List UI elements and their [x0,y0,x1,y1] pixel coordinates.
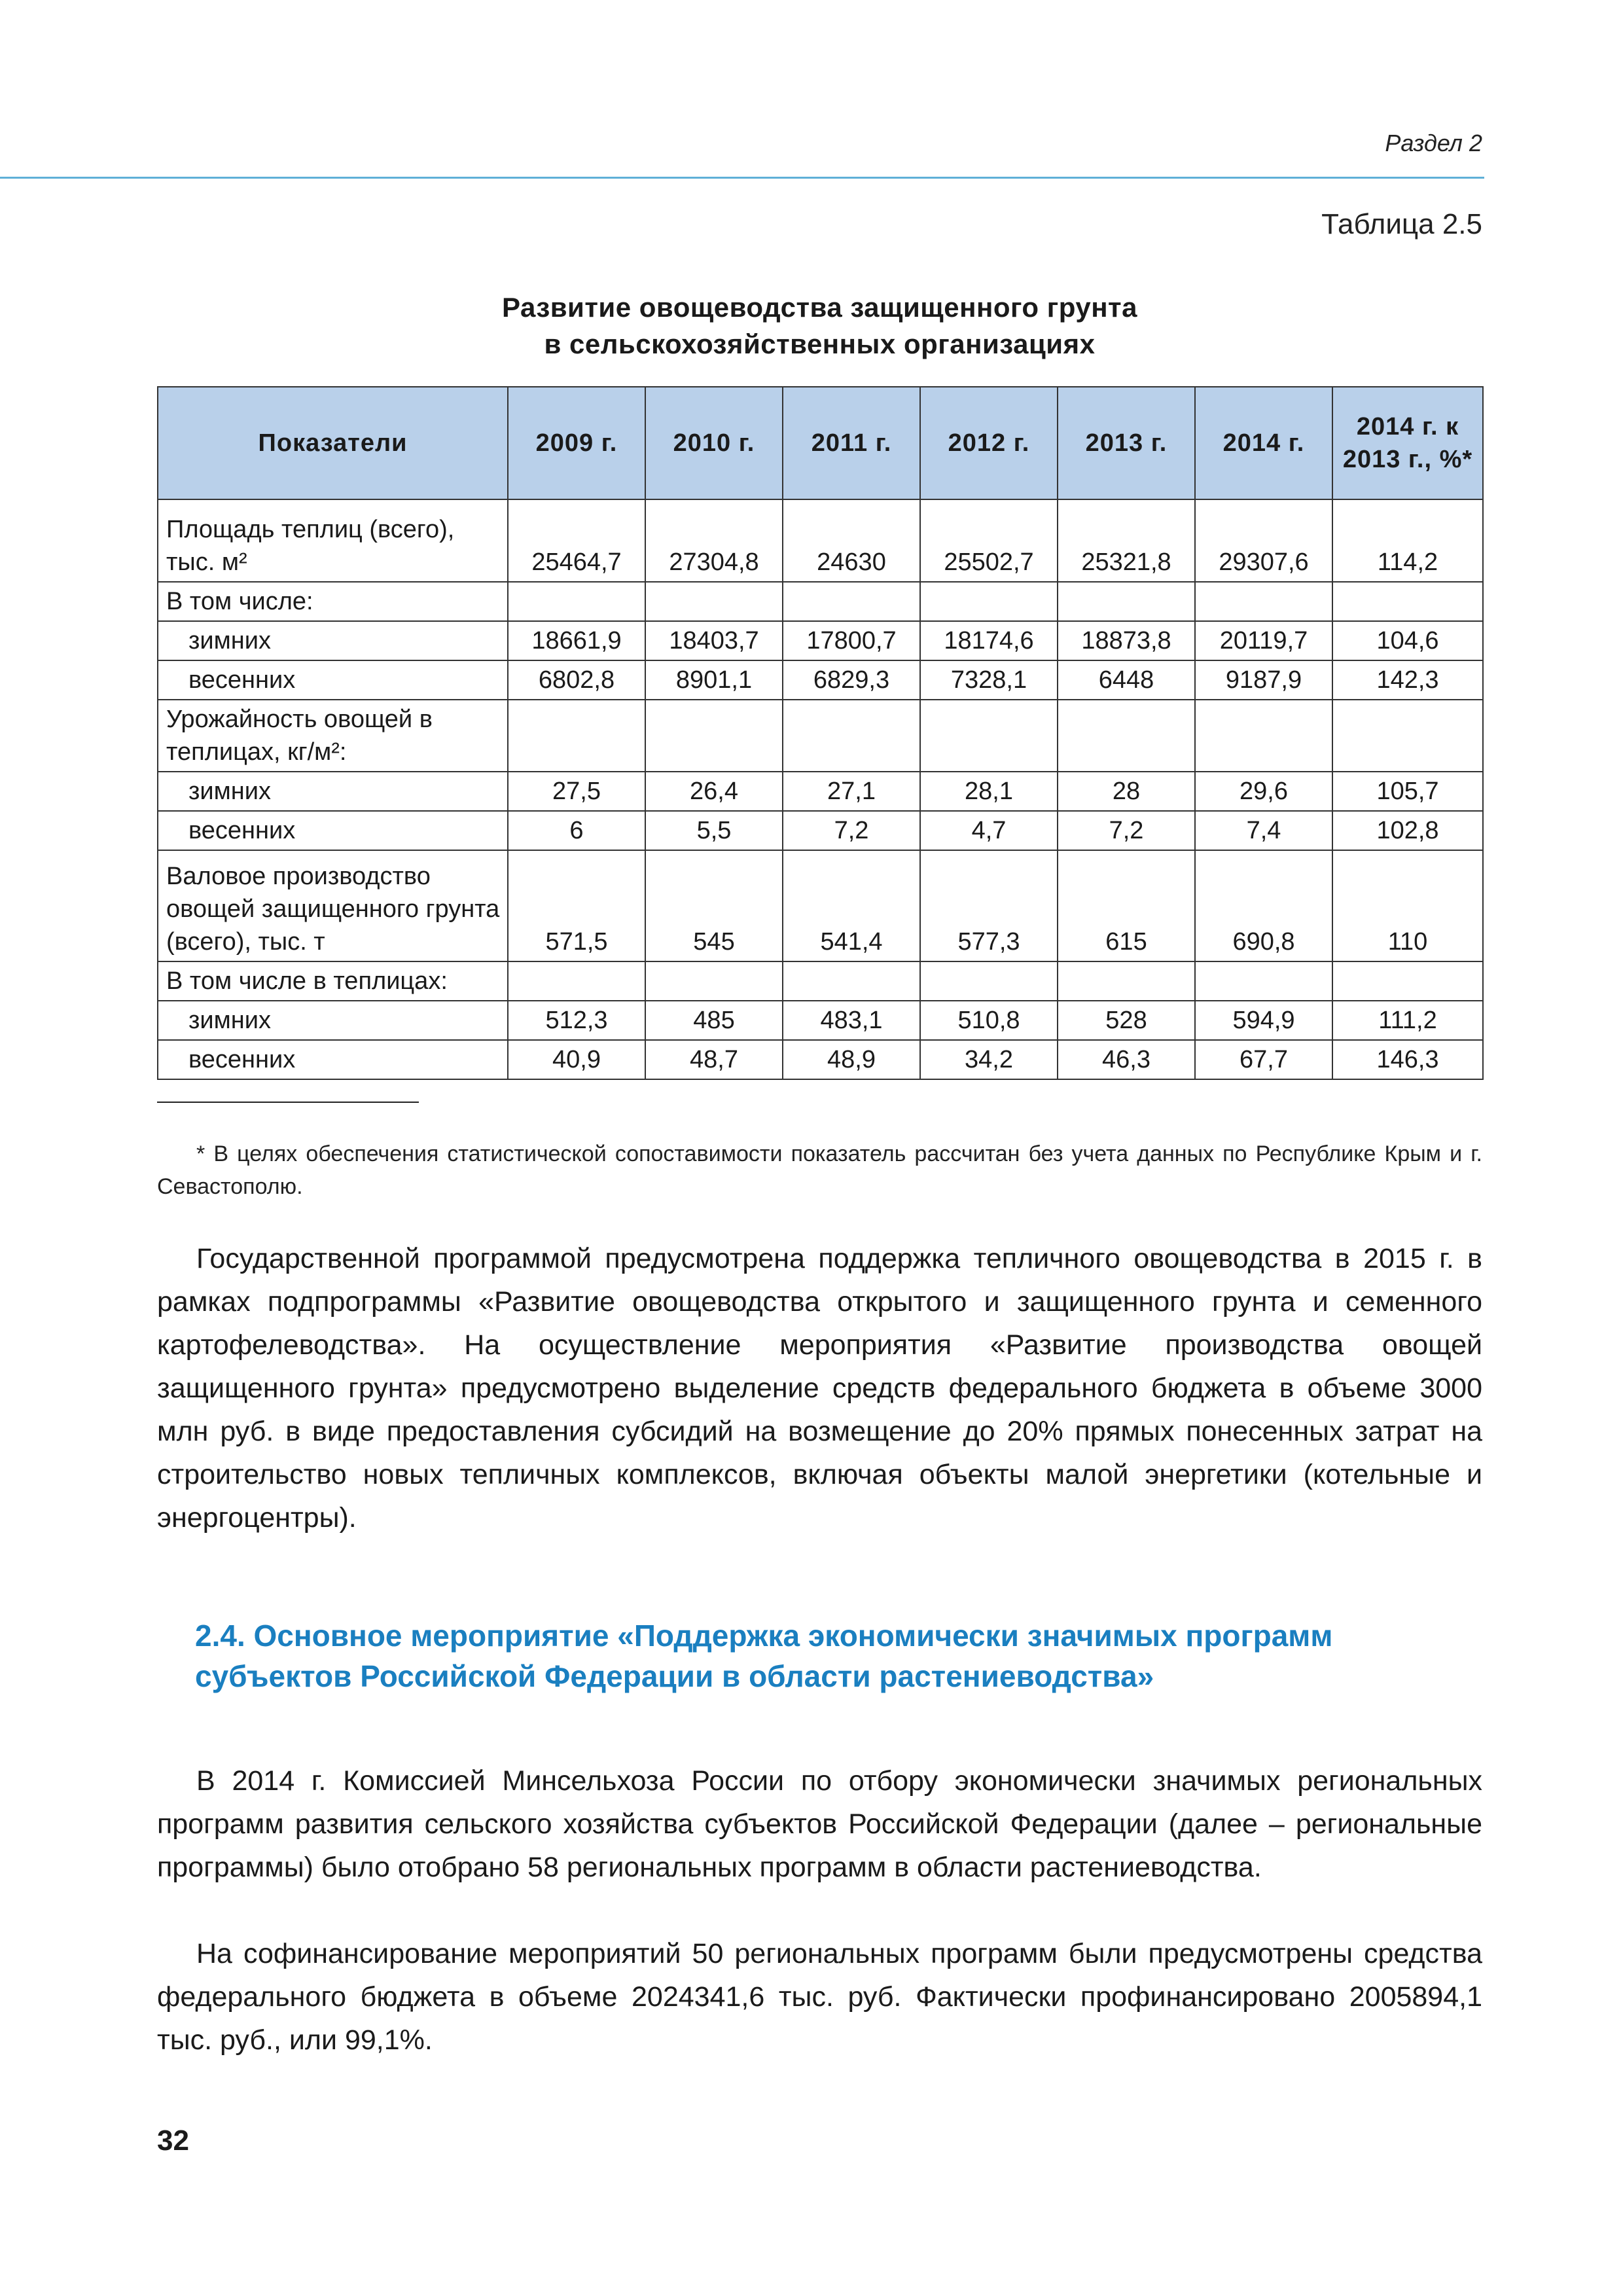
table-cell [1058,961,1195,1001]
table-cell [1058,582,1195,621]
table-cell: 25321,8 [1058,499,1195,582]
table-cell: 20119,7 [1195,621,1332,660]
table-cell: 512,3 [508,1001,645,1040]
column-header: 2012 г. [920,387,1058,499]
table-cell: 6802,8 [508,660,645,700]
table-cell [1195,700,1332,772]
page-number: 32 [157,2125,189,2157]
table-cell [1332,700,1483,772]
table-cell [783,582,920,621]
table-cell: 577,3 [920,850,1058,961]
table-title-line-1: Развитие овощеводства защищенного грунта [502,292,1137,323]
table-cell: 25502,7 [920,499,1058,582]
table-cell: 690,8 [1195,850,1332,961]
table-cell: 483,1 [783,1001,920,1040]
table-cell: 615 [1058,850,1195,961]
column-header: 2014 г. к 2013 г., %* [1332,387,1483,499]
table-cell: 48,7 [645,1040,783,1079]
table-cell [508,582,645,621]
table-title [157,289,1482,363]
column-header: 2014 г. [1195,387,1332,499]
row-label: зимних [158,1001,508,1040]
table-cell: 541,4 [783,850,920,961]
table-cell: 146,3 [1332,1040,1483,1079]
statistics-table [157,386,1484,1080]
table-header-row [158,387,1483,499]
table-cell [1195,582,1332,621]
table-cell: 7,4 [1195,811,1332,850]
table-row [158,850,1483,961]
table-row [158,811,1483,850]
table-cell: 102,8 [1332,811,1483,850]
table-cell [508,961,645,1001]
table-cell: 528 [1058,1001,1195,1040]
paragraph: Государственной программой предусмотрена поддержка тепличного овощеводства в 2015 г. в рамках подпрограммы «Развитие овощеводства открытого и защищенного грунта и семенного картофелеводства». На осуществление мероприятия «Развитие производства овощей защищенного грунта» предусмотрено выделение средств федерального бюджета в объеме 3000 млн руб. в виде предоставления субсидий на возмещение до 20% прямых понесенных затрат на строительство новых тепличных комплексов, включая объекты малой энергетики (котельные и энергоцентры). [157,1243,1482,1534]
table-cell [1332,961,1483,1001]
table-cell: 5,5 [645,811,783,850]
table-cell: 142,3 [1332,660,1483,700]
table-cell: 7,2 [1058,811,1195,850]
table-cell: 4,7 [920,811,1058,850]
table-cell [920,961,1058,1001]
table-cell: 594,9 [1195,1001,1332,1040]
table-cell: 34,2 [920,1040,1058,1079]
row-label: зимних [158,621,508,660]
section-label: Раздел 2 [1385,130,1482,156]
table-cell: 26,4 [645,772,783,811]
column-header: 2010 г. [645,387,783,499]
table-cell [920,700,1058,772]
row-label: В том числе в теплицах: [158,961,508,1001]
row-label: зимних [158,772,508,811]
table-cell: 6829,3 [783,660,920,700]
table-cell: 28,1 [920,772,1058,811]
table-cell: 24630 [783,499,920,582]
column-header: 2013 г. [1058,387,1195,499]
table-cell: 9187,9 [1195,660,1332,700]
table-cell: 29307,6 [1195,499,1332,582]
table-cell [645,582,783,621]
table-cell: 111,2 [1332,1001,1483,1040]
header-rule [0,177,1484,179]
row-label: весенних [158,1040,508,1079]
column-header: 2011 г. [783,387,920,499]
table-cell: 25464,7 [508,499,645,582]
table-cell: 571,5 [508,850,645,961]
table-cell: 105,7 [1332,772,1483,811]
column-header: 2009 г. [508,387,645,499]
table-title-line-2: в сельскохозяйственных организациях [544,329,1096,359]
table-cell: 104,6 [1332,621,1483,660]
table-cell: 28 [1058,772,1195,811]
row-label: В том числе: [158,582,508,621]
table-cell [645,700,783,772]
table-cell: 510,8 [920,1001,1058,1040]
table-cell: 6448 [1058,660,1195,700]
table-cell [1332,582,1483,621]
table-cell: 67,7 [1195,1040,1332,1079]
table-cell [920,582,1058,621]
row-label: Урожайность овощей в теплицах, кг/м²: [158,700,508,772]
section-heading: 2.4. Основное мероприятие «Поддержка экономически значимых программ субъектов Российской Федерации в области растениеводства» [195,1619,1333,1693]
table-row [158,1001,1483,1040]
row-label: весенних [158,811,508,850]
table-cell: 48,9 [783,1040,920,1079]
table-row [158,582,1483,621]
table-row [158,499,1483,582]
table-row [158,1040,1483,1079]
row-label: весенних [158,660,508,700]
table-cell [1058,700,1195,772]
table-cell: 114,2 [1332,499,1483,582]
table-cell: 18403,7 [645,621,783,660]
table-cell: 485 [645,1001,783,1040]
table-number: Таблица 2.5 [1321,208,1482,240]
table-cell: 7,2 [783,811,920,850]
table-cell: 18661,9 [508,621,645,660]
table-cell: 29,6 [1195,772,1332,811]
table-row [158,660,1483,700]
table-row [158,700,1483,772]
row-label: Валовое производство овощей защищенного грунта (всего), тыс. т [158,850,508,961]
paragraph: В 2014 г. Комиссией Минсельхоза России по отбору экономически значимых региональных программ развития сельского хозяйства субъектов Российской Федерации (далее – региональные программы) было отобрано 58 региональных программ в области растениеводства. [157,1765,1482,1883]
paragraph: На софинансирование мероприятий 50 региональных программ были предусмотрены средства федерального бюджета в объеме 2024341,6 тыс. руб. Фактически профинансировано 2005894,1 тыс. руб., или 99,1%. [157,1938,1482,2056]
table-cell [783,700,920,772]
table-cell: 110 [1332,850,1483,961]
table-row [158,621,1483,660]
row-label: Площадь теплиц (всего), тыс. м² [158,499,508,582]
table-cell [508,700,645,772]
table-cell: 46,3 [1058,1040,1195,1079]
table-cell: 40,9 [508,1040,645,1079]
table-cell: 7328,1 [920,660,1058,700]
column-header: Показатели [158,387,508,499]
table-cell: 27,1 [783,772,920,811]
table-row [158,961,1483,1001]
table-cell: 6 [508,811,645,850]
footnote: * В целях обеспечения статистической сопоставимости показатель рассчитан без учета данных по Республике Крым и г. Севастополю. [157,1141,1482,1199]
table-cell: 17800,7 [783,621,920,660]
table-row [158,772,1483,811]
table-cell: 27,5 [508,772,645,811]
table-cell: 27304,8 [645,499,783,582]
table-cell: 8901,1 [645,660,783,700]
table-cell [1195,961,1332,1001]
table-cell: 18174,6 [920,621,1058,660]
table-cell: 545 [645,850,783,961]
footnote-rule [157,1102,419,1103]
table-cell: 18873,8 [1058,621,1195,660]
table-cell [645,961,783,1001]
table-cell [783,961,920,1001]
